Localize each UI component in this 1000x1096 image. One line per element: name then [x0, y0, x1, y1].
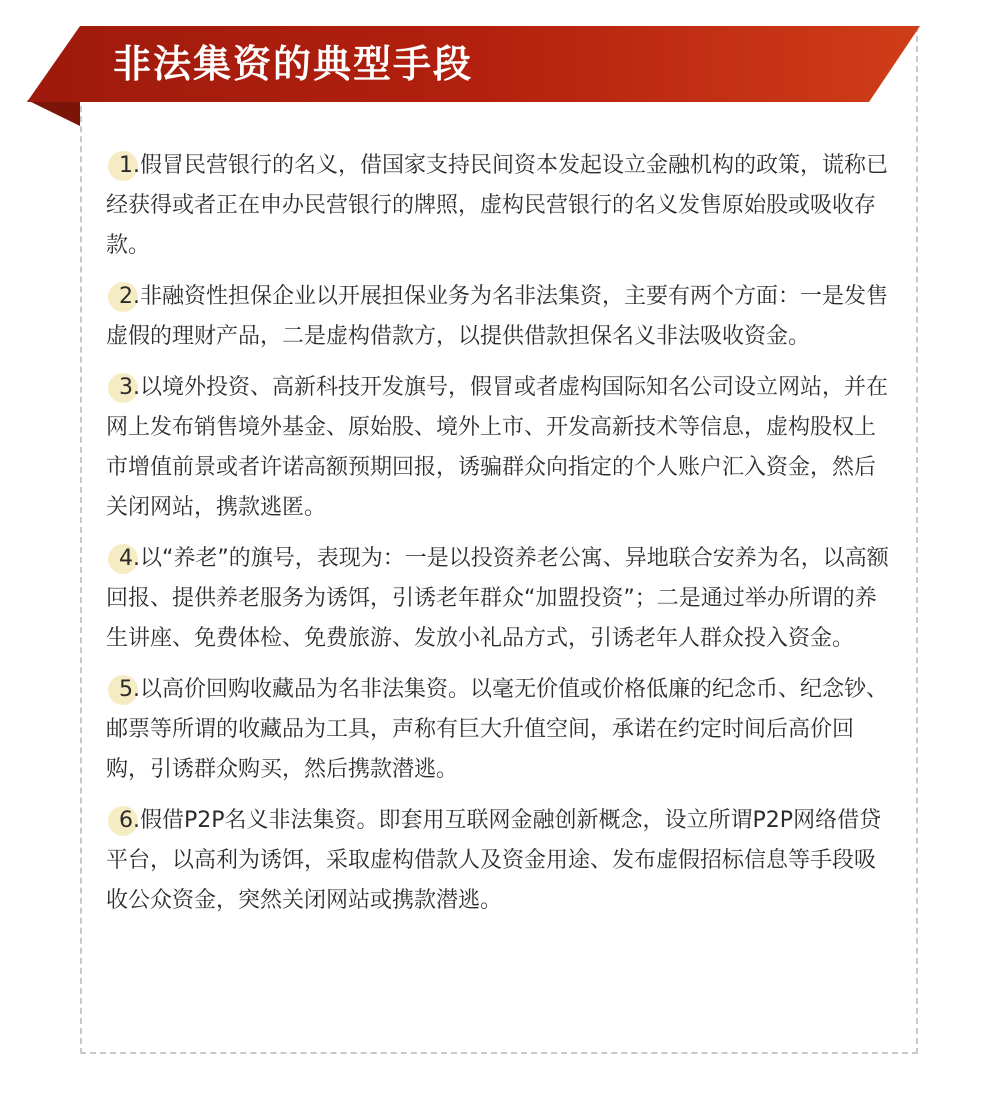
- list-item: [106, 801, 896, 921]
- item-number: 5.: [106, 670, 140, 710]
- list-item: [106, 670, 896, 790]
- page-title: 非法集资的典型手段: [113, 42, 474, 86]
- banner-fold: [27, 100, 80, 126]
- item-number: 1.: [106, 146, 140, 186]
- item-number: 2.: [106, 277, 140, 317]
- item-text: 假借P2P名义非法集资。即套用互联网金融创新概念，设立所谓P2P网络借贷平台，以高利为诱饵，采取虚构借款人及资金用途、发布虚假招标信息等手段吸收公众资金，突然关闭网站或携款潜逃。: [106, 808, 882, 913]
- item-number: 6.: [106, 801, 140, 841]
- list-item: [106, 368, 896, 528]
- item-text: 以境外投资、高新科技开发旗号，假冒或者虚构国际知名公司设立网站，并在网上发布销售境外基金、原始股、境外上市、开发高新技术等信息，虚构股权上市增值前景或者许诺高额预期回报，诱骗群众向指定的个人账户汇入资金，然后关闭网站，携款逃匿。: [106, 375, 889, 520]
- item-number: 4.: [106, 539, 140, 579]
- item-list: [106, 146, 896, 932]
- item-number: 3.: [106, 368, 140, 408]
- list-item: [106, 146, 896, 266]
- list-item: [106, 539, 896, 659]
- item-text: 以“养老”的旗号，表现为：一是以投资养老公寓、异地联合安养为名，以高额回报、提供养老服务为诱饵，引诱老年群众“加盟投资”；二是通过举办所谓的养生讲座、免费体检、免费旅游、发放小礼品方式，引诱老年人群众投入资金。: [106, 546, 889, 651]
- item-text: 以高价回购收藏品为名非法集资。以毫无价值或价格低廉的纪念币、纪念钞、邮票等所谓的收藏品为工具，声称有巨大升值空间，承诺在约定时间后高价回购，引诱群众购买，然后携款潜逃。: [106, 677, 889, 782]
- item-text: 非融资性担保企业以开展担保业务为名非法集资，主要有两个方面：一是发售虚假的理财产品，二是虚构借款方，以提供借款担保名义非法吸收资金。: [106, 284, 889, 349]
- item-text: 假冒民营银行的名义，借国家支持民间资本发起设立金融机构的政策，谎称已经获得或者正在申办民营银行的牌照，虚构民营银行的名义发售原始股或吸收存款。: [106, 153, 889, 258]
- list-item: [106, 277, 896, 357]
